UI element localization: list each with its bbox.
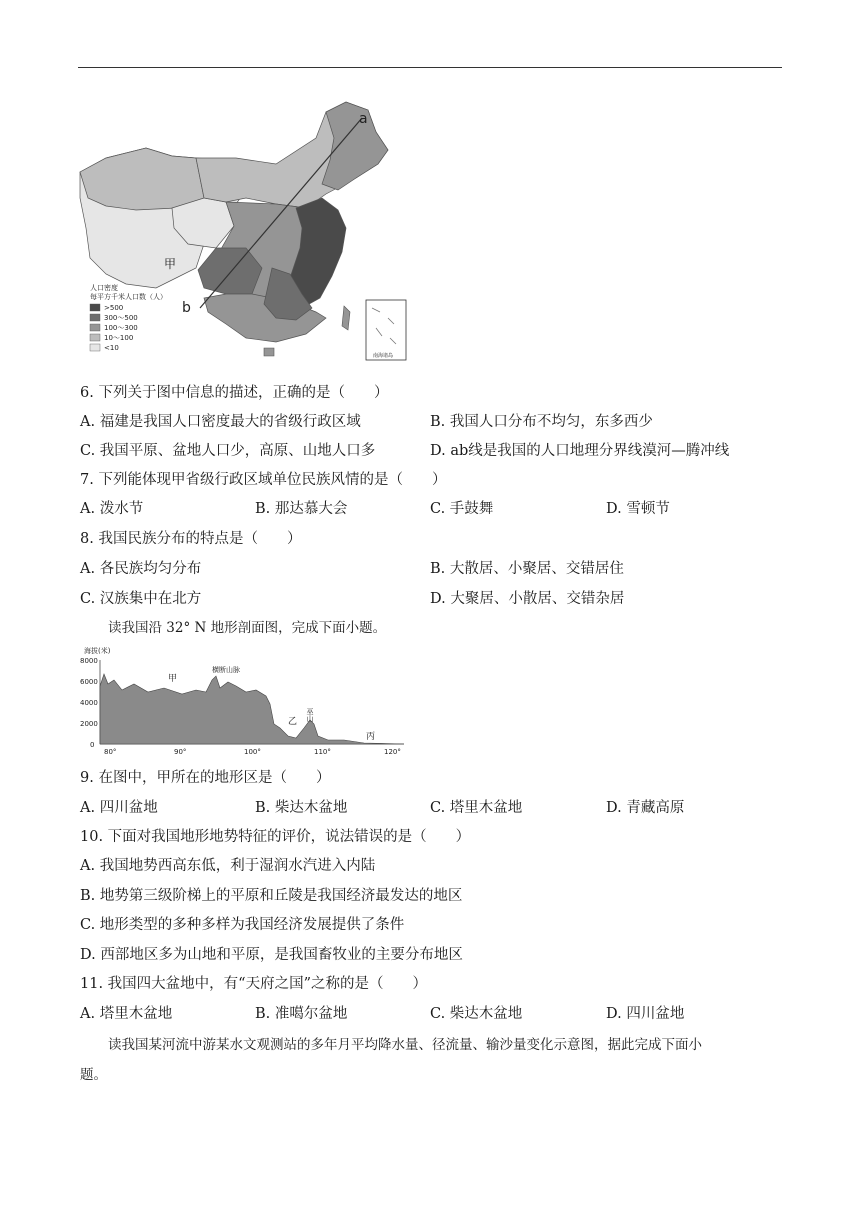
q7-stem: 7. 下列能体现甲省级行政区域单位民族风情的是（ ）: [80, 472, 447, 488]
map-region-xinjiang: [80, 148, 204, 210]
svg-text:90°: 90°: [174, 748, 187, 756]
label-jia: 甲: [164, 257, 177, 271]
q11-option-c[interactable]: C. 柴达木盆地: [430, 1006, 523, 1022]
q6-stem: 6. 下列关于图中信息的描述，正确的是（ ）: [80, 385, 389, 401]
south-china-sea-inset: [366, 300, 406, 360]
profile-label-bing: 丙: [366, 732, 376, 742]
q6-option-c[interactable]: C. 我国平原、盆地人口少，高原、山地人口多: [80, 443, 376, 459]
legend-item: [90, 334, 133, 342]
q10-stem: 10. 下面对我国地形地势特征的评价，说法错误的是（ ）: [80, 829, 471, 845]
header-rule: [78, 67, 782, 68]
svg-text:10～100: 10～100: [104, 334, 134, 342]
profile-label-yi: 乙: [288, 717, 298, 727]
q7-option-a[interactable]: A. 泼水节: [80, 501, 144, 517]
q7-option-c[interactable]: C. 手鼓舞: [430, 501, 494, 517]
label-a: a: [359, 111, 368, 127]
q10-option-d[interactable]: D. 西部地区多为山地和平原，是我国畜牧业的主要分布地区: [80, 947, 463, 963]
q11-option-a[interactable]: A. 塔里木盆地: [80, 1006, 173, 1022]
q6-option-d[interactable]: D. ab线是我国的人口地理分界线漠河—腾冲线: [430, 443, 730, 459]
svg-text:100～300: 100～300: [104, 324, 138, 332]
q8-option-d[interactable]: D. 大聚居、小散居、交错杂居: [430, 591, 625, 607]
intro-profile: 读我国沿 32° N 地形剖面图，完成下面小题。: [108, 620, 387, 636]
terrain-profile-32n: [78, 644, 408, 756]
profile-label-hengduan: 横断山脉: [212, 666, 240, 674]
q6-option-b[interactable]: B. 我国人口分布不均匀，东多西少: [430, 414, 653, 430]
svg-text:>500: >500: [104, 304, 124, 312]
q7-option-d[interactable]: D. 雪顿节: [606, 501, 670, 517]
q9-option-a[interactable]: A. 四川盆地: [80, 800, 158, 816]
q10-option-c[interactable]: C. 地形类型的多种多样为我国经济发展提供了条件: [80, 917, 405, 933]
svg-text:300～500: 300～500: [104, 314, 138, 322]
svg-text:80°: 80°: [104, 748, 117, 756]
intro-hydrology-line2: 题。: [80, 1067, 107, 1083]
map-taiwan: [342, 306, 350, 330]
q9-stem: 9. 在图中，甲所在的地形区是（ ）: [80, 770, 331, 786]
legend-item: [90, 304, 123, 312]
svg-text:南海诸岛: 南海诸岛: [373, 353, 394, 359]
q10-option-a[interactable]: A. 我国地势西高东低，利于湿润水汽进入内陆: [80, 858, 376, 874]
terrain-silhouette: [100, 674, 404, 744]
profile-ylabel: 海拔(米): [84, 647, 111, 655]
population-density-map: [76, 98, 410, 364]
q9-option-d[interactable]: D. 青藏高原: [606, 800, 685, 816]
svg-text:6000: 6000: [80, 678, 98, 686]
q8-option-a[interactable]: A. 各民族均匀分布: [80, 561, 202, 577]
profile-label-jia: 甲: [168, 674, 178, 684]
profile-label-wushan: 巫山: [306, 708, 314, 722]
intro-hydrology-line1: 读我国某河流中游某水文观测站的多年月平均降水量、径流量、输沙量变化示意图，据此完成下面小: [108, 1037, 702, 1053]
svg-text:8000: 8000: [80, 657, 98, 665]
svg-text:120°: 120°: [384, 748, 401, 756]
q8-option-c[interactable]: C. 汉族集中在北方: [80, 591, 202, 607]
label-b: b: [182, 300, 191, 316]
svg-text:100°: 100°: [244, 748, 261, 756]
q11-option-b[interactable]: B. 准噶尔盆地: [255, 1006, 348, 1022]
legend-title-2: 每平方千米人口数（人）: [90, 293, 167, 301]
q9-option-b[interactable]: B. 柴达木盆地: [255, 800, 348, 816]
q11-stem: 11. 我国四大盆地中，有“天府之国”之称的是（ ）: [80, 976, 427, 992]
svg-text:4000: 4000: [80, 699, 98, 707]
legend-item: [90, 324, 138, 332]
legend-item: [90, 344, 119, 352]
q6-option-a[interactable]: A. 福建是我国人口密度最大的省级行政区域: [80, 414, 361, 430]
map-hainan: [264, 348, 274, 356]
q10-option-b[interactable]: B. 地势第三级阶梯上的平原和丘陵是我国经济最发达的地区: [80, 888, 463, 904]
svg-text:110°: 110°: [314, 748, 331, 756]
q8-option-b[interactable]: B. 大散居、小聚居、交错居住: [430, 561, 624, 577]
q9-option-c[interactable]: C. 塔里木盆地: [430, 800, 523, 816]
q7-option-b[interactable]: B. 那达慕大会: [255, 501, 348, 517]
q11-option-d[interactable]: D. 四川盆地: [606, 1006, 685, 1022]
svg-text:0: 0: [90, 741, 95, 749]
legend-item: [90, 314, 138, 322]
svg-text:2000: 2000: [80, 720, 98, 728]
q8-stem: 8. 我国民族分布的特点是（ ）: [80, 531, 302, 547]
legend-title-1: 人口密度: [90, 284, 118, 292]
svg-text:<10: <10: [104, 344, 119, 352]
